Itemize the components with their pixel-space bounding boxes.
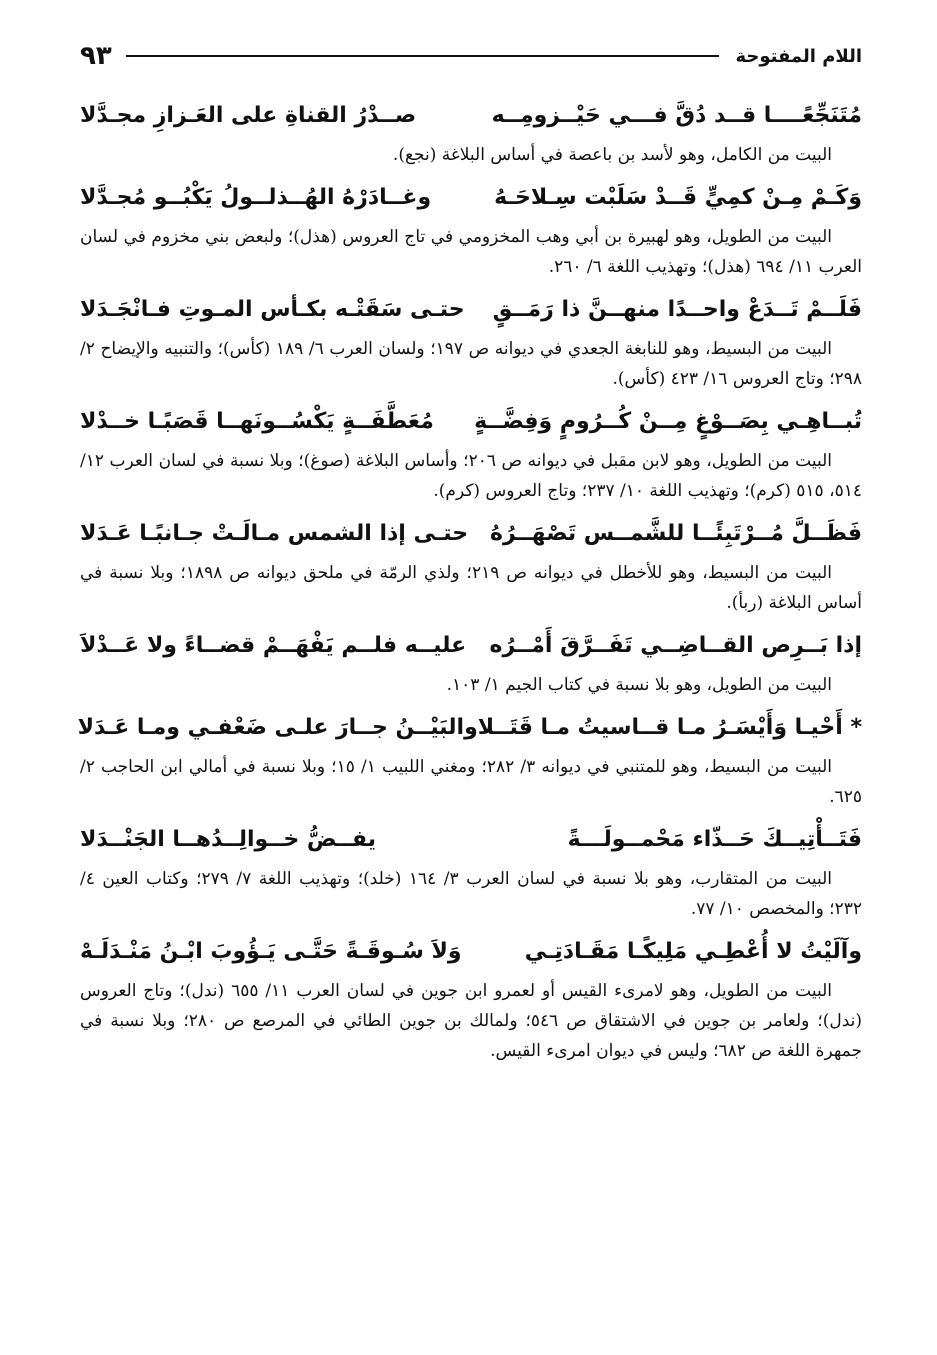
- verse-commentary: البيت من الطويل، وهو لهبيرة بن أبي وهب المخزومي في تاج العروس (هذل)؛ ولبعض بني مخزوم في لسان العرب ١١/ ٦٩٤ (هذل)؛ وتهذيب اللغة ٦/ ٢٦٠.: [80, 227, 862, 277]
- verse-line: [80, 398, 862, 446]
- verse-entry: [80, 622, 862, 700]
- verse-second-hemistich: وَلاَ سُـوقَـةً حَتَّـى يَـؤُوبَ ابْـنُ مَنْـدَلَـهْ: [80, 939, 462, 964]
- page-number: ٩٣: [80, 41, 112, 71]
- verse-first-hemistich: فَظَــلَّ مُــرْتَبِئًــا للشَّمــس تَصْهَــرُهُ: [489, 521, 862, 546]
- verse-entry: [80, 816, 862, 924]
- verse-line: [80, 928, 862, 976]
- verse-first-hemistich: * أَحْيـا وَأَيْسَـرُ مـا قــاسيتُ مـا قَتَــلا: [477, 715, 862, 740]
- verse-commentary: البيت من المتقارب، وهو بلا نسبة في لسان العرب ٣/ ١٦٤ (خلد)؛ وتهذيب اللغة ٧/ ٢٧٩؛ وكتاب العين ٤/ ٢٣٢؛ والمخصص ١٠/ ٧٧.: [80, 869, 862, 919]
- verse-second-hemistich: حتـى سَقَتْـه بكـأس المـوتِ فـانْجَـدَلا: [80, 297, 465, 322]
- verse-commentary: البيت من الطويل، وهو لابن مقبل في ديوانه ص ٢٠٦؛ وأساس البلاغة (صوغ)؛ وبلا نسبة في لسان العرب ١٢/ ٥١٤، ٥١٥ (كرم)؛ وتهذيب اللغة ١٠/ ٢٣٧؛ وتاج العروس (كرم).: [80, 451, 862, 501]
- chapter-title: اللام المفتوحة: [735, 45, 862, 67]
- verse-entry: [80, 510, 862, 618]
- verse-first-hemistich: إذا بَــرِص القــاضِــي تَفَــرَّقَ أَمْــرُه: [489, 633, 862, 658]
- verse-second-hemistich: وغــادَرْهُ الهُــذلــولُ يَكْبُــو مُجـدَّلا: [80, 185, 432, 210]
- verse-first-hemistich: فَتَــأْتِيــكَ حَــذّاء مَحْمــولَـــةً: [567, 827, 862, 852]
- verse-commentary: البيت من الطويل، وهو لامرىء القيس أو لعمرو ابن جوين في لسان العرب ١١/ ٦٥٥ (ندل)؛ وتاج العروس (ندل)؛ ولعامر بن جوين في الاشتقاق ص ٥٤٦؛ ولمالك بن جوين الطائي في المرصع ص ٢٨٠؛ وبلا نسبة في جمهرة اللغة ص ٦٨٢؛ وليس في ديوان امرىء القيس.: [80, 981, 862, 1061]
- verse-entry: [77, 704, 862, 812]
- verse-line: [80, 622, 862, 670]
- verse-second-hemistich: يفــضُّ خــوالِــدُهــا الجَنْــدَلا: [80, 827, 377, 852]
- verse-commentary: البيت من الكامل، وهو لأسد بن باعصة في أساس البلاغة (نجع).: [392, 145, 832, 165]
- verse-line: [80, 286, 862, 334]
- verse-commentary: البيت من البسيط، وهو للأخطل في ديوانه ص ٢١٩؛ ولذي الرمّة في ملحق ديوانه ص ١٨٩٨؛ وبلا نسبة في أساس البلاغة (ربأ).: [80, 563, 862, 613]
- verse-line: [80, 816, 862, 864]
- verse-line: [80, 92, 862, 140]
- verse-commentary: البيت من البسيط، وهو للمتنبي في ديوانه ٣/ ٢٨٢؛ ومغني اللبيب ١/ ١٥؛ وبلا نسبة في أمالي ابن الحاجب ٢/ ٦٢٥.: [80, 757, 862, 807]
- verse-second-hemistich: صــدْرُ القناةِ على العَـزازِ مجـدَّلا: [80, 103, 417, 128]
- verse-first-hemistich: وَكَـمْ مِـنْ كمِيٍّ قَــدْ سَلَبْت سِـلاحَـهُ: [494, 185, 862, 210]
- verse-second-hemistich: عليــه فلــم يَفْهَــمْ قضــاءً ولا عَــدْلاَ: [80, 633, 467, 658]
- verse-second-hemistich: والبَيْــنُ جــارَ علـى ضَعْفـي ومـا عَـدَلا: [77, 715, 478, 740]
- verse-entry: [80, 92, 862, 170]
- verse-first-hemistich: مُتَنَجِّعًــــا قــد دُقَّ فـــي حَيْــزومِــه: [491, 103, 862, 128]
- verse-first-hemistich: وآلَيْتُ لا أُعْطِـي مَلِيكًـا مَقَـادَتِـي: [524, 939, 862, 964]
- page-header: [80, 36, 862, 76]
- verse-entry: [80, 398, 862, 506]
- verse-line: [80, 510, 862, 558]
- verse-first-hemistich: تُبــاهِـي بِصَــوْغٍ مِــنْ كُــرُومٍ وَفِضَّــةٍ: [474, 409, 862, 434]
- verse-entry: [80, 286, 862, 394]
- verse-entry: [80, 928, 862, 1066]
- verse-commentary: البيت من البسيط، وهو للنابغة الجعدي في ديوانه ص ١٩٧؛ ولسان العرب ٦/ ١٨٩ (كأس)؛ والتنبيه والإيضاح ٢/ ٢٩٨؛ وتاج العروس ١٦/ ٤٢٣ (كأس).: [80, 339, 862, 389]
- verse-second-hemistich: حتـى إذا الشمس مـالَـتْ جـانبًـا عَـدَلا: [80, 521, 469, 546]
- verse-commentary: البيت من الطويل، وهو بلا نسبة في كتاب الجيم ١/ ١٠٣.: [446, 675, 832, 695]
- verse-second-hemistich: مُعَطَّفَــةٍ يَكْسُــونَهــا قَصَبًـا خــدْلا: [80, 409, 434, 434]
- verse-line: [80, 174, 862, 222]
- verse-line: [77, 704, 862, 752]
- page-content: [77, 92, 862, 1070]
- verse-first-hemistich: فَلَــمْ تَــدَعْ واحــدًا منهــنَّ ذا رَمَــقٍ: [492, 297, 862, 322]
- header-rule: [126, 55, 720, 57]
- verse-entry: [80, 174, 862, 282]
